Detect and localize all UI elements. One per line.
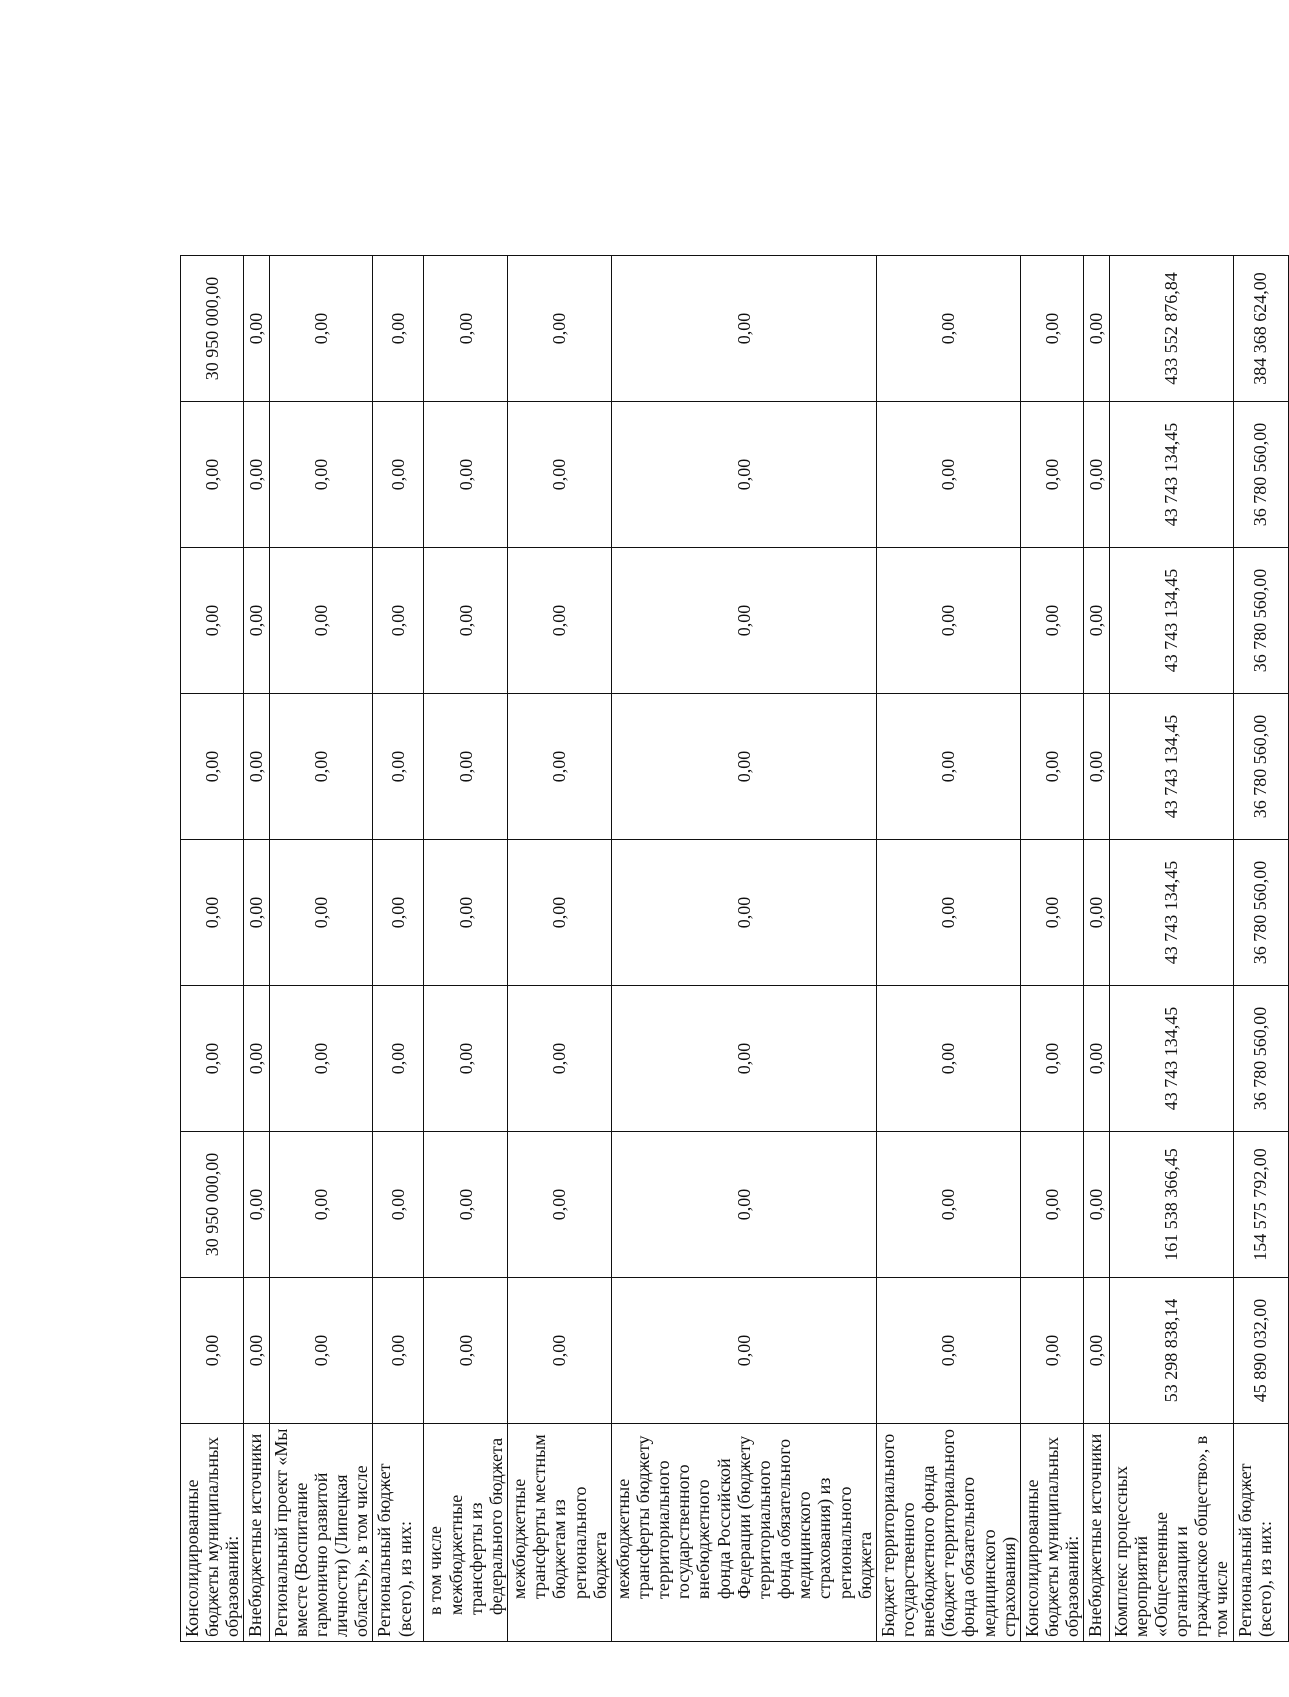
table-cell: 0,00 — [373, 402, 424, 548]
table-cell: 0,00 — [508, 840, 612, 986]
table-cell: 0,00 — [181, 840, 244, 986]
table-cell: 0,00 — [424, 694, 508, 840]
table-cell: 36 780 560,00 — [1233, 986, 1288, 1132]
table-cell: 433 552 876,84 — [1109, 256, 1233, 402]
table-cell: 0,00 — [244, 1278, 269, 1424]
row-label: Внебюджетные источники — [244, 1424, 269, 1642]
row-label: в том числе межбюджетные трансферты из федерального бюджета — [424, 1424, 508, 1642]
table-cell: 0,00 — [269, 1278, 373, 1424]
table-cell: 0,00 — [269, 402, 373, 548]
table-cell: 0,00 — [1084, 548, 1109, 694]
table-cell: 43 743 134,45 — [1109, 402, 1233, 548]
table-cell: 36 780 560,00 — [1233, 840, 1288, 986]
table-row — [424, 256, 508, 1642]
table-cell: 161 538 366,45 — [1109, 1132, 1233, 1278]
table-cell: 0,00 — [244, 694, 269, 840]
table-cell: 0,00 — [424, 840, 508, 986]
table-cell: 0,00 — [424, 256, 508, 402]
table-cell: 0,00 — [373, 840, 424, 986]
table-cell: 43 743 134,45 — [1109, 840, 1233, 986]
table-cell: 0,00 — [373, 548, 424, 694]
table-row — [244, 256, 269, 1642]
table-cell: 0,00 — [508, 548, 612, 694]
table-cell: 0,00 — [508, 1278, 612, 1424]
budget-table — [180, 255, 1289, 1642]
table-cell: 0,00 — [373, 1278, 424, 1424]
table-cell: 0,00 — [373, 986, 424, 1132]
table-cell: 0,00 — [181, 402, 244, 548]
table-cell: 0,00 — [373, 256, 424, 402]
table-cell: 43 743 134,45 — [1109, 694, 1233, 840]
table-cell: 0,00 — [1084, 1278, 1109, 1424]
table-cell: 0,00 — [1084, 1132, 1109, 1278]
table-cell: 0,00 — [508, 256, 612, 402]
table-cell: 0,00 — [244, 402, 269, 548]
table-cell: 0,00 — [876, 548, 1020, 694]
table-cell: 0,00 — [181, 694, 244, 840]
table-cell: 0,00 — [876, 1132, 1020, 1278]
table-cell: 0,00 — [611, 986, 876, 1132]
table-cell: 0,00 — [876, 986, 1020, 1132]
table-cell: 0,00 — [269, 840, 373, 986]
table-cell: 0,00 — [876, 1278, 1020, 1424]
row-label: межбюджетные трансферты местным бюджетам из регионального бюджета — [508, 1424, 612, 1642]
table-cell: 0,00 — [181, 986, 244, 1132]
table-cell: 0,00 — [508, 986, 612, 1132]
row-label: Региональный проект «Мы вместе (Воспитание гармонично развитой личности) (Липецкая область)», в том числе — [269, 1424, 373, 1642]
table-cell: 0,00 — [269, 986, 373, 1132]
table-cell: 0,00 — [244, 986, 269, 1132]
table-cell: 0,00 — [424, 1278, 508, 1424]
table-row — [508, 256, 612, 1642]
row-label: межбюджетные трансферты бюджету территориального государственного внебюджетного фонда Российской Федерации (бюджету территориального фонда обязательного медицинского страхования) из регионального бюджета — [611, 1424, 876, 1642]
row-label: Региональный бюджет (всего), из них: — [1233, 1424, 1288, 1642]
row-label: Консолидированные бюджеты муниципальных образований: — [181, 1424, 244, 1642]
table-cell: 0,00 — [611, 256, 876, 402]
table-cell: 0,00 — [611, 402, 876, 548]
row-label: Внебюджетные источники — [1084, 1424, 1109, 1642]
table-cell: 384 368 624,00 — [1233, 256, 1288, 402]
table-cell: 36 780 560,00 — [1233, 402, 1288, 548]
table-cell: 30 950 000,00 — [181, 1132, 244, 1278]
table-row — [1020, 256, 1083, 1642]
table-cell: 0,00 — [1084, 402, 1109, 548]
table-cell: 0,00 — [611, 548, 876, 694]
row-label: Комплекс процессных мероприятий «Общественные организации и гражданское общество», в том числе — [1109, 1424, 1233, 1642]
row-label: Региональный бюджет (всего), из них: — [373, 1424, 424, 1642]
table-cell: 0,00 — [508, 694, 612, 840]
table-cell: 0,00 — [424, 986, 508, 1132]
table-cell: 0,00 — [1020, 548, 1083, 694]
table-cell: 0,00 — [1020, 840, 1083, 986]
table-cell: 0,00 — [1020, 1132, 1083, 1278]
table-cell: 43 743 134,45 — [1109, 986, 1233, 1132]
table-row — [269, 256, 373, 1642]
table-cell: 0,00 — [1084, 694, 1109, 840]
table-cell: 0,00 — [181, 548, 244, 694]
table-cell: 0,00 — [508, 1132, 612, 1278]
table-cell: 154 575 792,00 — [1233, 1132, 1288, 1278]
table-cell: 0,00 — [508, 402, 612, 548]
table-row — [1109, 256, 1233, 1642]
row-label: Бюджет территориального государственного внебюджетного фонда (бюджет территориального фонда обязательного медицинского страхования) — [876, 1424, 1020, 1642]
table-cell: 0,00 — [611, 1132, 876, 1278]
table-row — [611, 256, 876, 1642]
table-cell: 0,00 — [611, 694, 876, 840]
table-cell: 36 780 560,00 — [1233, 548, 1288, 694]
table-cell: 0,00 — [876, 694, 1020, 840]
table-cell: 0,00 — [244, 840, 269, 986]
table-cell: 0,00 — [269, 694, 373, 840]
table-cell: 30 950 000,00 — [181, 256, 244, 402]
table-cell: 0,00 — [1020, 402, 1083, 548]
table-cell: 45 890 032,00 — [1233, 1278, 1288, 1424]
table-cell: 0,00 — [424, 402, 508, 548]
table-cell: 0,00 — [424, 548, 508, 694]
table-cell: 0,00 — [373, 694, 424, 840]
table-cell: 0,00 — [181, 1278, 244, 1424]
table-cell: 0,00 — [269, 256, 373, 402]
table-cell: 0,00 — [1020, 256, 1083, 402]
table-cell: 0,00 — [1020, 1278, 1083, 1424]
table-cell: 53 298 838,14 — [1109, 1278, 1233, 1424]
table-cell: 0,00 — [611, 840, 876, 986]
table-cell: 0,00 — [1084, 256, 1109, 402]
table-cell: 0,00 — [1084, 840, 1109, 986]
table-cell: 0,00 — [244, 1132, 269, 1278]
row-label: Консолидированные бюджеты муниципальных образований: — [1020, 1424, 1083, 1642]
table-cell: 0,00 — [1084, 986, 1109, 1132]
table-cell: 0,00 — [876, 256, 1020, 402]
table-cell: 0,00 — [269, 548, 373, 694]
table-row — [1233, 256, 1288, 1642]
table-cell: 0,00 — [876, 402, 1020, 548]
table-cell: 0,00 — [244, 256, 269, 402]
table-cell: 0,00 — [1020, 986, 1083, 1132]
table-cell: 0,00 — [424, 1132, 508, 1278]
table-cell: 0,00 — [269, 1132, 373, 1278]
table-row — [1084, 256, 1109, 1642]
table-cell: 0,00 — [1020, 694, 1083, 840]
table-cell: 0,00 — [611, 1278, 876, 1424]
table-row — [876, 256, 1020, 1642]
table-cell: 43 743 134,45 — [1109, 548, 1233, 694]
table-cell: 0,00 — [876, 840, 1020, 986]
table-cell: 0,00 — [373, 1132, 424, 1278]
table-row — [373, 256, 424, 1642]
table-cell: 0,00 — [244, 548, 269, 694]
table-row — [181, 256, 244, 1642]
table-cell: 36 780 560,00 — [1233, 694, 1288, 840]
